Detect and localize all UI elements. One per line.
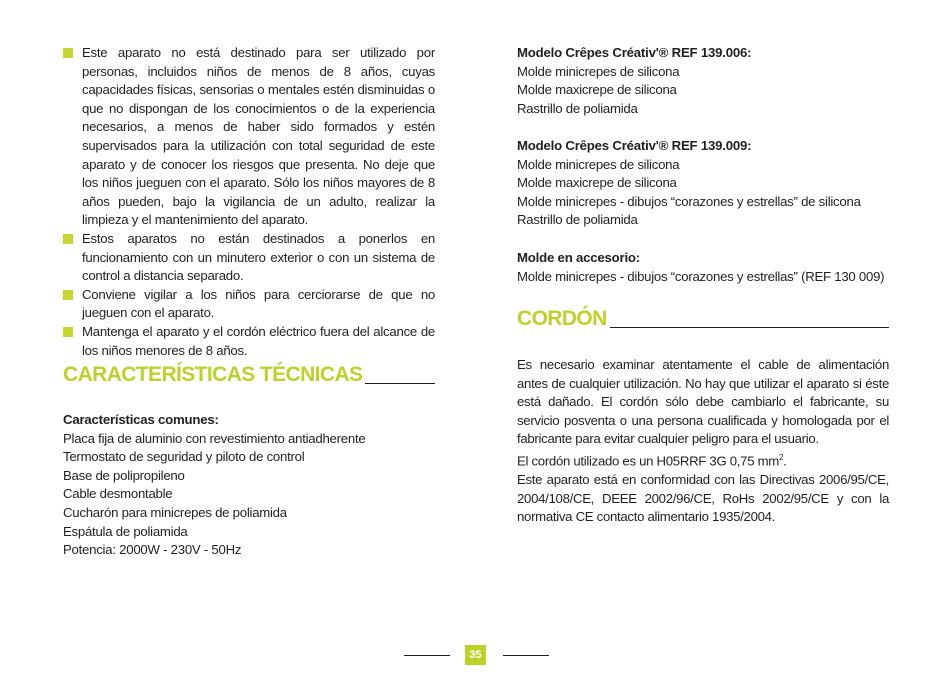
cordon-heading <box>517 307 889 331</box>
model-item: Molde minicrepes de silicona <box>517 63 680 79</box>
bullet-square-icon <box>63 234 73 244</box>
bullet-text: Estos aparatos no están destinados a ponerlos en funcionamiento con un minutero exterior o con un sistema de control a distancia separado. <box>82 230 435 284</box>
superscript: 2 <box>778 452 784 462</box>
model-item: Molde minicrepes - dibujos “corazones y estrellas” de silicona <box>517 193 861 209</box>
common-features-block <box>63 411 435 560</box>
bullet-square-icon <box>63 290 73 300</box>
model-item: Molde minicrepes de silicona <box>517 156 680 172</box>
model-block <box>517 137 889 230</box>
bullet-item <box>63 286 435 323</box>
footer-line-left <box>404 655 450 656</box>
bullet-item <box>63 230 435 286</box>
common-feature-item: Cucharón para minicrepes de poliamida <box>63 504 287 520</box>
tech-heading <box>63 363 435 387</box>
accessory-item: Molde minicrepes - dibujos “corazones y estrellas” (REF 130 009) <box>517 268 885 284</box>
bullet-item <box>63 44 435 230</box>
common-feature-item: Placa fija de aluminio con revestimiento antiadherente <box>63 430 366 446</box>
bullet-text: Conviene vigilar a los niños para cerciorarse de que no jueguen con el aparato. <box>82 286 435 321</box>
bullet-item <box>63 323 435 360</box>
page-number-badge: 35 <box>465 645 486 665</box>
cordon-conformity-paragraph: Este aparato está en conformidad con las Directivas 2006/95/CE, 2004/108/CE, DEEE 2002/96/CE, RoHs 2002/95/CE y con la normativa CE contacto alimentario 1935/2004. <box>517 471 889 525</box>
bullet-square-icon <box>63 327 73 337</box>
footer-line-right <box>503 655 549 656</box>
heading-rule <box>610 327 889 328</box>
cordon-cable-line <box>517 449 889 471</box>
heading-rule <box>365 383 435 384</box>
accessory-title: Molde en accesorio: <box>517 250 640 265</box>
common-feature-item: Espátula de poliamida <box>63 523 188 539</box>
bullet-text: Este aparato no está destinado para ser utilizado por personas, incluidos niños de menos de 8 años, cuyas capacidades físicas, sensorias o mentales estén disminuidas o que no dispongan de los conocimientos o de la experiencia necesarios, a menos de haber sido formados y estén supervisados para la utilización con total seguridad de este aparato y de conocer los riesgos que presenta. No deje que los niños jueguen con el aparato. Sólo los niños mayores de 8 años pueden, bajo la vigilancia de un adulto, realizar la limpieza y el mantenimiento del aparato. <box>82 45 435 228</box>
model-title: Modelo Crêpes Créativ'® REF 139.006: <box>517 45 752 60</box>
common-feature-item: Cable desmontable <box>63 486 173 502</box>
common-feature-item: Potencia: 2000W - 230V - 50Hz <box>63 542 242 558</box>
model-item: Molde maxicrepe de silicona <box>517 82 677 98</box>
tech-heading-text: CARACTERÍSTICAS TÉCNICAS <box>63 363 363 386</box>
cordon-paragraph: Es necesario examinar atentamente el cable de alimentación antes de cualquier utilización. No hay que utilizar el aparato si éste está dañado. El cordón sólo debe cambiarlo el fabricante, su servicio posventa o una persona cualificada y homologada por el fabricante para evitar cualquier peligro para el usuario. <box>517 357 889 447</box>
model-item: Rastrillo de poliamida <box>517 212 638 228</box>
model-item: Molde maxicrepe de silicona <box>517 175 677 191</box>
model-title: Modelo Crêpes Créativ'® REF 139.009: <box>517 138 752 153</box>
cordon-text-block <box>517 356 889 527</box>
accessory-block <box>517 249 889 286</box>
bullet-square-icon <box>63 48 73 58</box>
common-features-title: Características comunes: <box>63 412 219 427</box>
common-feature-item: Termostato de seguridad y piloto de control <box>63 449 305 465</box>
model-item: Rastrillo de poliamida <box>517 100 638 116</box>
period: . <box>783 453 787 469</box>
cordon-heading-text: CORDÓN <box>517 307 607 330</box>
cordon-cable-text: El cordón utilizado es un H05RRF 3G 0,75 mm <box>517 453 779 469</box>
bullet-text: Mantenga el aparato y el cordón eléctrico fuera del alcance de los niños menores de 8 años. <box>82 323 435 358</box>
common-feature-item: Base de polipropileno <box>63 467 185 483</box>
page-footer <box>0 645 950 665</box>
model-block <box>517 44 889 118</box>
safety-bullet-list <box>63 44 435 360</box>
